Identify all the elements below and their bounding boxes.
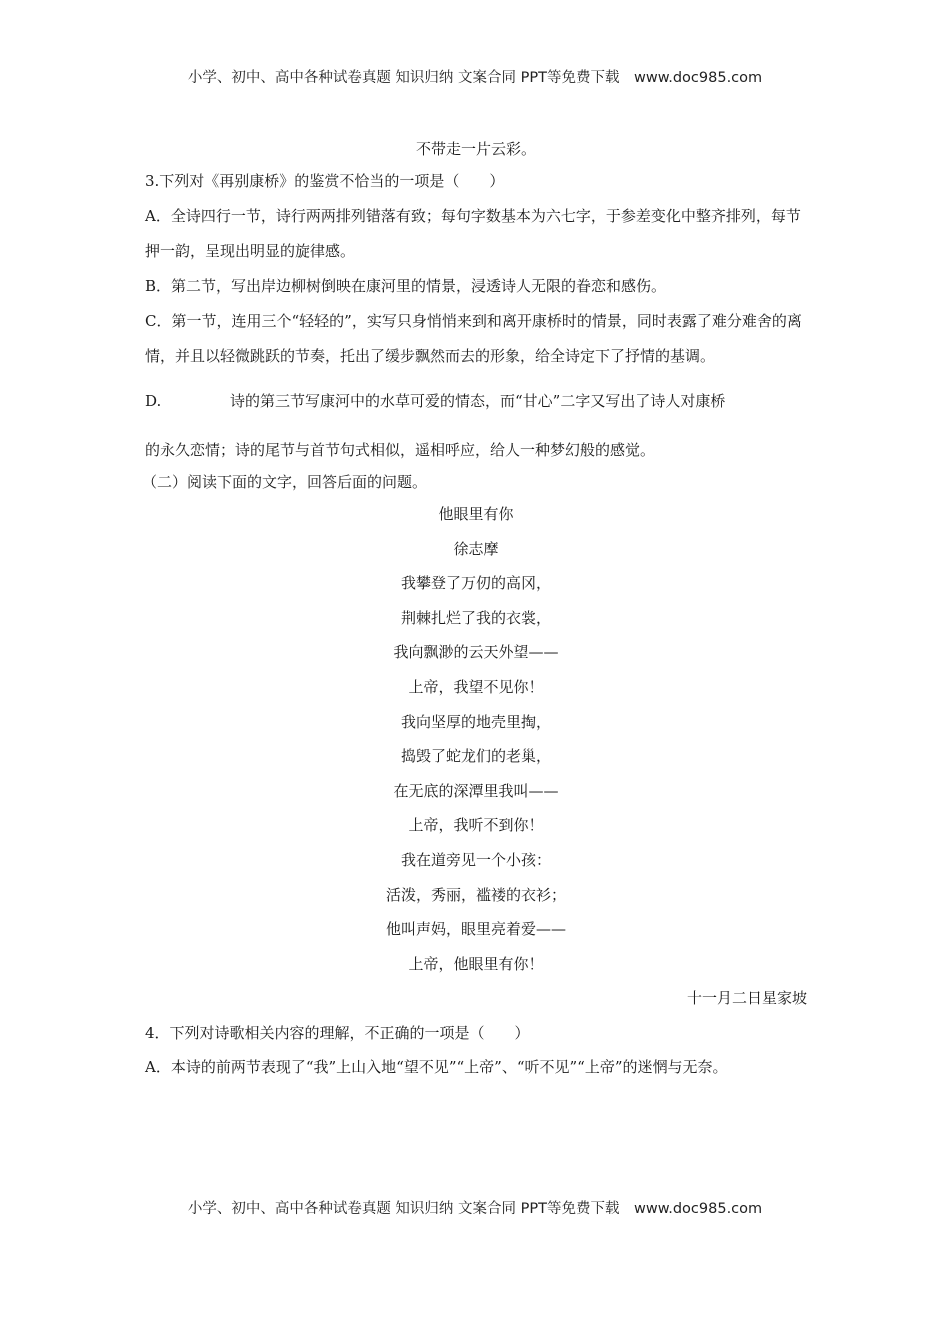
question-3-stem: 3.下列对《再别康桥》的鉴赏不恰当的一项是（ ）	[145, 172, 505, 190]
poem-line: 我向坚厚的地壳里掏，	[400, 712, 551, 731]
question-3-option-d-line2: 的永久恋情；诗的尾节与首节句式相似，遥相呼应，给人一种梦幻般的感觉。	[145, 441, 656, 459]
poem-line: 在无底的深潭里我叫——	[393, 781, 559, 800]
page-header: 小学、初中、高中各种试卷真题 知识归纳 文案合同 PPT等免费下载 www.doc985.com	[187, 70, 763, 86]
poem-line: 我攀登了万仞的高冈，	[400, 574, 551, 593]
poem-title: 他眼里有你	[438, 505, 514, 523]
poem-line: 上帝，我听不到你！	[408, 816, 544, 835]
poem-line: 捣毁了蛇龙们的老巢，	[400, 747, 551, 766]
poem-line: 上帝，他眼里有你！	[408, 954, 544, 973]
poem-line: 荆棘扎烂了我的衣裳，	[400, 608, 551, 627]
poem-line: 上帝，我望不见你！	[408, 677, 544, 696]
question-3-option-a: A．全诗四行一节，诗行两两排列错落有致；每句字数基本为六七字，于参差变化中整齐排列，每节押一韵，呈现出明显的旋律感。	[145, 207, 801, 260]
poem-line: 他叫声妈，眼里亮着爱——	[385, 920, 566, 939]
poem-author: 徐志摩	[453, 539, 499, 558]
poem-tail-line: 不带走一片云彩。	[415, 140, 536, 158]
page-footer: 小学、初中、高中各种试卷真题 知识归纳 文案合同 PPT等免费下载 www.doc985.com	[187, 1201, 763, 1217]
question-3-option-b: B．第二节，写出岸边柳树倒映在康河里的情景，浸透诗人无限的眷恋和感伤。	[145, 277, 667, 295]
section-2-heading: （二）阅读下面的文字，回答后面的问题。	[142, 473, 428, 491]
poem-line: 我向飘渺的云天外望——	[393, 643, 559, 662]
question-4-option-a: A．本诗的前两节表现了“我”上山入地“望不见”“上帝”、“听不见”“上帝”的迷惘与无奈。	[145, 1057, 728, 1076]
option-d-label: D.	[145, 392, 162, 410]
poem	[145, 497, 807, 981]
poem-line: 我在道旁见一个小孩：	[400, 850, 551, 869]
option-d-text: 诗的第三节写康河中的水草可爱的情态，而“甘心”二字又写出了诗人对康桥	[230, 392, 726, 410]
document-body	[142, 138, 807, 1085]
poem-line: 活泼，秀丽，褴褛的衣衫；	[385, 885, 566, 904]
question-3-option-d-line1	[145, 384, 807, 419]
question-3-option-c: C．第一节，连用三个“轻轻的”，实写只身悄悄来到和离开康桥时的情景，同时表露了难分难舍的离情，并且以轻微跳跃的节奏，托出了缓步飘然而去的形象，给全诗定下了抒情的基调。	[145, 312, 802, 365]
question-4-stem: 4．下列对诗歌相关内容的理解，不正确的一项是（ ）	[145, 1023, 530, 1042]
poem-date: 十一月二日星家坡	[686, 989, 807, 1008]
